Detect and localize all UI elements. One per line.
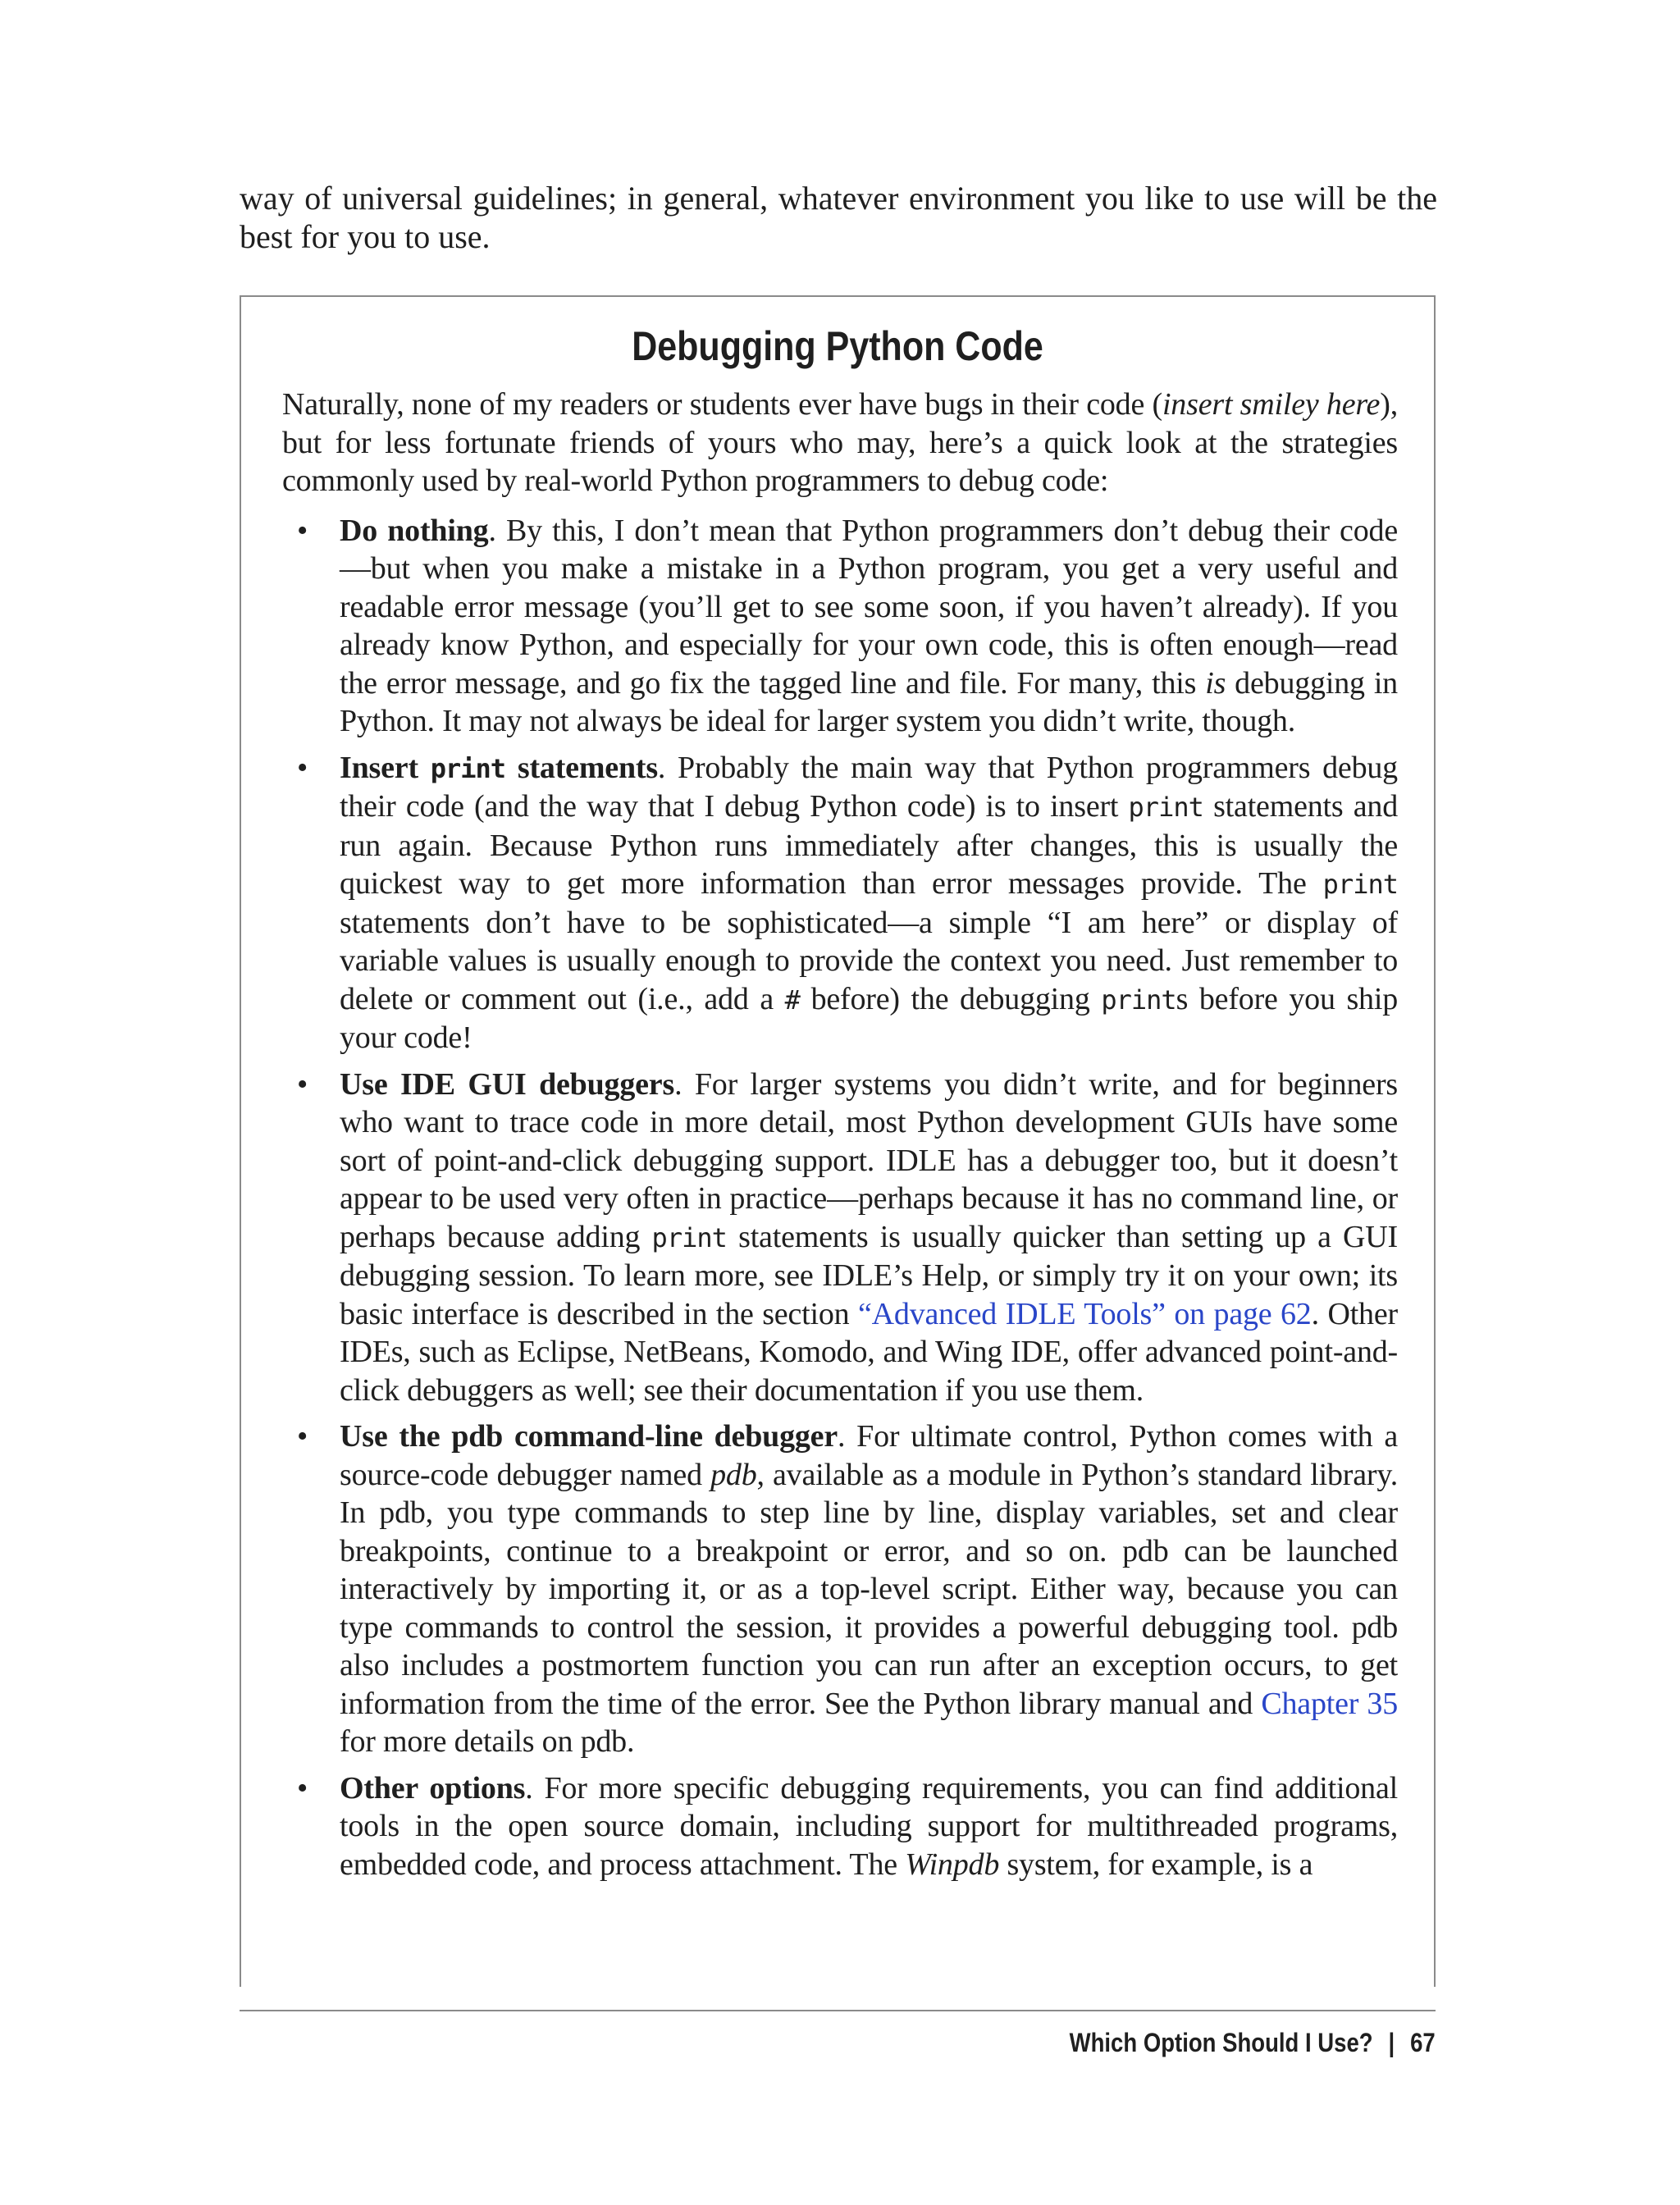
sidebar-intro: [282, 386, 1398, 500]
text: , available as a module in Python’s standard library. In pdb, you type commands to step line by line, display variables, set and clear breakpoints, continue to a breakpoint or error, and so on. pdb can be launched interactively by importing it, or as a top-level script. Either way, because you can type commands to control the session, it provides a powerful debugging tool. pdb also includes a postmortem function you can run after an exception occurs, to get information from the time of the error. See the Python library manual and: [340, 1457, 1398, 1721]
text: . For larger systems you didn’t write, and for beginners who want to trace code in more detail, most Python development GUIs have some sort of point-and-click debugging support. IDLE has a debugger too, but it doesn’t appear to be used very often in practice—perhaps because it has no command line, or perhaps because adding: [340, 1066, 1398, 1254]
text: statements and run again. Because Python runs immediately after changes, this is usually the quickest way to get more information than error messages provide. The: [340, 789, 1398, 901]
term-pdb: Use the pdb command-line debugger: [340, 1419, 838, 1454]
emphasis: Winpdb: [905, 1847, 1000, 1882]
term-ide-debuggers: Use IDE GUI debuggers: [340, 1066, 675, 1102]
bullet-icon: •: [297, 1419, 308, 1454]
term-do-nothing: Do nothing: [340, 513, 489, 548]
footer-rule: [240, 2010, 1436, 2011]
sidebar-body: [282, 386, 1398, 1892]
text: . Probably the main way that Python programmers debug their code (and the way that I debug Python code) is to insert: [340, 750, 1398, 824]
sidebar-intro-text-1: Naturally, none of my readers or students ever have bugs in their code (: [282, 387, 1162, 422]
bullet-icon: •: [297, 513, 308, 548]
term-text: Insert: [340, 750, 431, 785]
bullet-icon: •: [297, 750, 308, 785]
text: before) the debugging: [799, 981, 1102, 1016]
text: . Other IDEs, such as Eclipse, NetBeans, Komodo, and Wing IDE, offer advanced point-and-click debuggers as well; see their documentation if you use them.: [340, 1296, 1398, 1408]
list-item-ide-debuggers: [282, 1066, 1398, 1410]
emphasis: is: [1205, 665, 1226, 701]
code-print: print: [1128, 792, 1203, 823]
text: . For more specific debugging requirements, you can find additional tools in the open source domain, including support for multithreaded programs, embedded code, and process attachment. The: [340, 1770, 1399, 1882]
page-number: 67: [1410, 2028, 1436, 2057]
code-print: print: [1101, 984, 1176, 1016]
code-print: print: [430, 752, 506, 784]
text: . For ultimate control, Python comes with a source-code debugger named: [340, 1419, 1398, 1492]
page-footer: [1070, 2026, 1436, 2059]
sidebar-box: [240, 295, 1436, 1987]
footer-section-title: Which Option Should I Use?: [1069, 2028, 1373, 2057]
text: . By this, I don’t mean that Python programmers don’t debug their code—but when you make a mistake in a Python program, you get a very useful and readable error message (you’ll get to see some soon, if you haven’t already). If you already know Python, and especially for your own code, this is often enough—read the error message, and go fix the tagged line and file. For many, this: [340, 513, 1398, 701]
emphasis: pdb: [710, 1457, 757, 1492]
list-item-other-options: [282, 1769, 1398, 1884]
list-item-do-nothing: [282, 512, 1398, 741]
intro-paragraph: way of universal guidelines; in general, whatever environment you like to use will be the best for you to use.: [240, 180, 1437, 255]
link-advanced-idle-tools[interactable]: “Advanced IDLE Tools” on page 62: [858, 1296, 1312, 1331]
text: statements is usually quicker than setting up a GUI debugging session. To learn more, see IDLE’s Help, or simply try it on your own; its basic interface is described in the section: [340, 1219, 1398, 1331]
text: statements don’t have to be sophisticated—a simple “I am here” or display of variable values is usually enough to provide the context you need. Just remember to delete or comment out (i.e., add a: [340, 905, 1398, 1016]
sidebar-intro-emphasis: insert smiley here: [1162, 387, 1381, 422]
bullet-icon: •: [297, 1770, 308, 1806]
text: debugging in Python. It may not always be ideal for larger system you didn’t write, though.: [340, 665, 1398, 738]
sidebar-title: Debugging Python Code: [632, 323, 1043, 369]
text: system, for example, is a: [999, 1847, 1313, 1882]
code-print: print: [651, 1221, 727, 1253]
code-print: print: [1322, 869, 1398, 900]
link-chapter-35[interactable]: Chapter 35: [1261, 1686, 1399, 1721]
text: s before you ship your code!: [340, 981, 1398, 1055]
debug-strategy-list: [282, 512, 1398, 1884]
term-insert-print: [340, 751, 658, 785]
term-text: statements: [505, 750, 658, 785]
code-hash: #: [784, 984, 800, 1016]
footer-separator: |: [1388, 2028, 1395, 2057]
text: for more details on pdb.: [340, 1724, 635, 1759]
bullet-icon: •: [297, 1066, 308, 1102]
list-item-pdb: [282, 1418, 1398, 1761]
sidebar-intro-text-2: ), but for less fortunate friends of yours who may, here’s a quick look at the strategies commonly used by real-world Python programmers to debug code:: [282, 387, 1398, 498]
list-item-insert-print: [282, 749, 1398, 1057]
term-other-options: Other options: [340, 1770, 526, 1806]
